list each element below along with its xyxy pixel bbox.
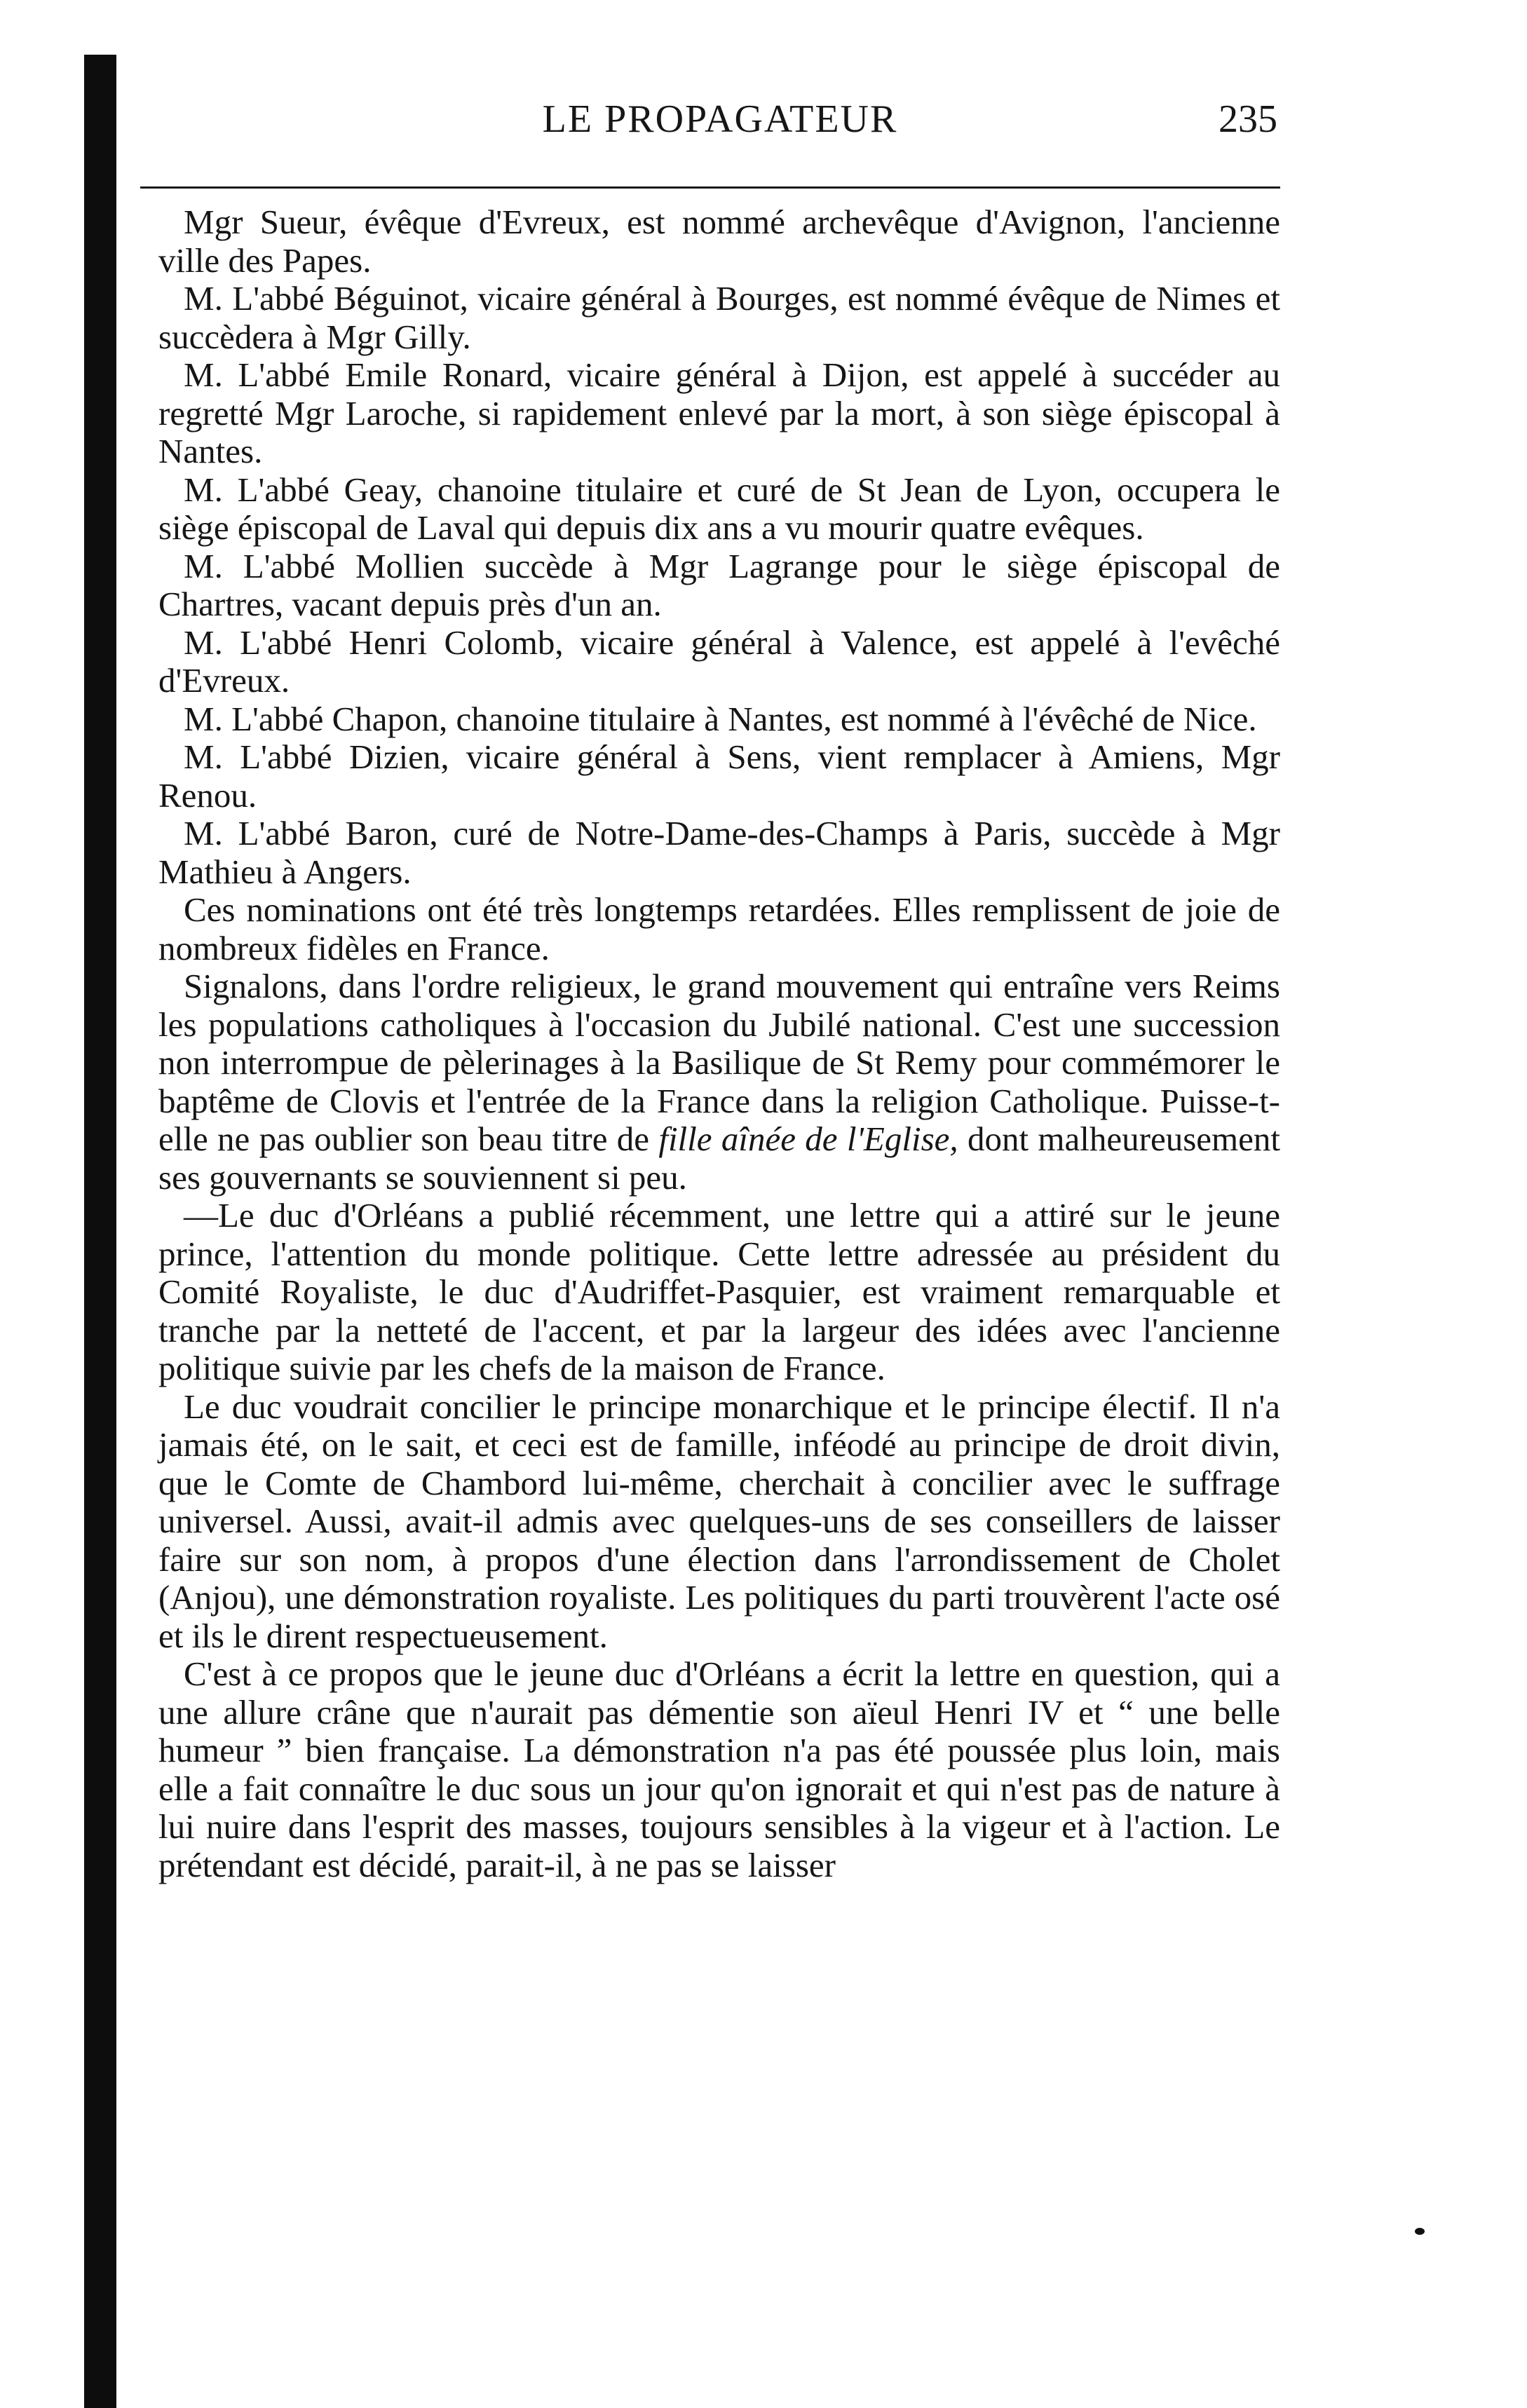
- paragraph-ronard: M. L'abbé Emile Ronard, vicaire général à Dijon, est appelé à succéder au regretté Mgr Laroche, si rapidement enlevé par la mort, à son siège épiscopal à Nantes.: [158, 355, 1280, 470]
- jubile-text-start: Signalons, dans l'ordre religieux, le grand mouvement qui entraîne vers Reims les populations catholiques à l'occasion du Jubilé national. C'est une succession non interrompue de pèlerinages à la Basilique de St Remy pour commémorer le baptême de Clovis et l'entrée de la France dans la religion Catholique. Puisse-t-elle ne pas oublier son beau titre de: [158, 967, 1280, 1158]
- paragraph-orleans-question: C'est à ce propos que le jeune duc d'Orléans a écrit la lettre en question, qui a une allure crâne que n'aurait pas démentie son aïeul Henri IV et “ une belle humeur ” bien française. La démonstration n'a pas été poussée plus loin, mais elle a fait connaître le duc sous un jour qu'on ignorait et qui n'est pas de nature à lui nuire dans l'esprit des masses, toujours sensibles à la vigeur et à l'action. Le prétendant est décidé, parait-il, à ne pas se laisser: [158, 1654, 1280, 1884]
- running-head: [163, 90, 1277, 153]
- paragraph-orleans-letter: —Le duc d'Orléans a publié récemment, une lettre qui a attiré sur le jeune prince, l'attention du monde politique. Cette lettre adressée au président du Comité Royaliste, le duc d'Audriffet-Pasquier, est vraiment remarquable et tranche par la netteté de l'accent, et par la largeur des idées avec l'ancienne politique suivie par les chefs de la maison de France.: [158, 1196, 1280, 1387]
- paragraph-beguinot: M. L'abbé Béguinot, vicaire général à Bourges, est nommé évêque de Nimes et succèdera à Mgr Gilly.: [158, 279, 1280, 356]
- jubile-text-end: dont malheureusement ses gouvernants se souviennent si peu.: [158, 1120, 1280, 1197]
- paragraph-colomb: M. L'abbé Henri Colomb, vicaire général à Valence, est appelé à l'evêché d'Evreux.: [158, 623, 1280, 700]
- paragraph-jubile: [158, 967, 1280, 1197]
- paragraph-chapon: M. L'abbé Chapon, chanoine titulaire à Nantes, est nommé à l'évêché de Nice.: [184, 699, 1257, 738]
- running-title: LE PROPAGATEUR: [542, 97, 898, 141]
- paragraph-baron: M. L'abbé Baron, curé de Notre-Dame-des-Champs à Paris, succède à Mgr Mathieu à Angers.: [158, 814, 1280, 891]
- paragraph-dizien: M. L'abbé Dizien, vicaire général à Sens, vient remplacer à Amiens, Mgr Renou.: [158, 737, 1280, 815]
- margin-ink-dot: [1415, 2228, 1425, 2235]
- paragraph-mollien: M. L'abbé Mollien succède à Mgr Lagrange pour le siège épiscopal de Chartres, vacant depuis près d'un an.: [158, 546, 1280, 623]
- page-number: 235: [1219, 97, 1277, 141]
- paragraph-sueur: Mgr Sueur, évêque d'Evreux, est nommé archevêque d'Avignon, l'ancienne ville des Papes.: [158, 203, 1280, 280]
- article-body: [158, 203, 1280, 1884]
- header-rule: [140, 186, 1280, 189]
- paragraph-geay: M. L'abbé Geay, chanoine titulaire et curé de St Jean de Lyon, occupera le siège épiscopal de Laval qui depuis dix ans a vu mourir quatre evêques.: [158, 470, 1280, 547]
- book-binding-edge: [84, 55, 116, 2408]
- jubile-italic-title: fille aînée de l'Eglise,: [658, 1120, 958, 1158]
- paragraph-orleans-principle: Le duc voudrait concilier le principe monarchique et le principe électif. Il n'a jamais été, on le sait, et ceci est de famille, inféodé au principe de droit divin, que le Comte de Chambord lui-même, cherchait à concilier avec le suffrage universel. Aussi, avait-il admis avec quelques-uns de ses conseillers de laisser faire sur son nom, à propos d'une élection dans l'arrondissement de Cholet (Anjou), une démonstration royaliste. Les politiques du parti trouvèrent l'acte osé et ils le dirent respectueusement.: [158, 1387, 1280, 1655]
- paragraph-nominations: Ces nominations ont été très longtemps retardées. Elles remplissent de joie de nombreux fidèles en France.: [158, 890, 1280, 967]
